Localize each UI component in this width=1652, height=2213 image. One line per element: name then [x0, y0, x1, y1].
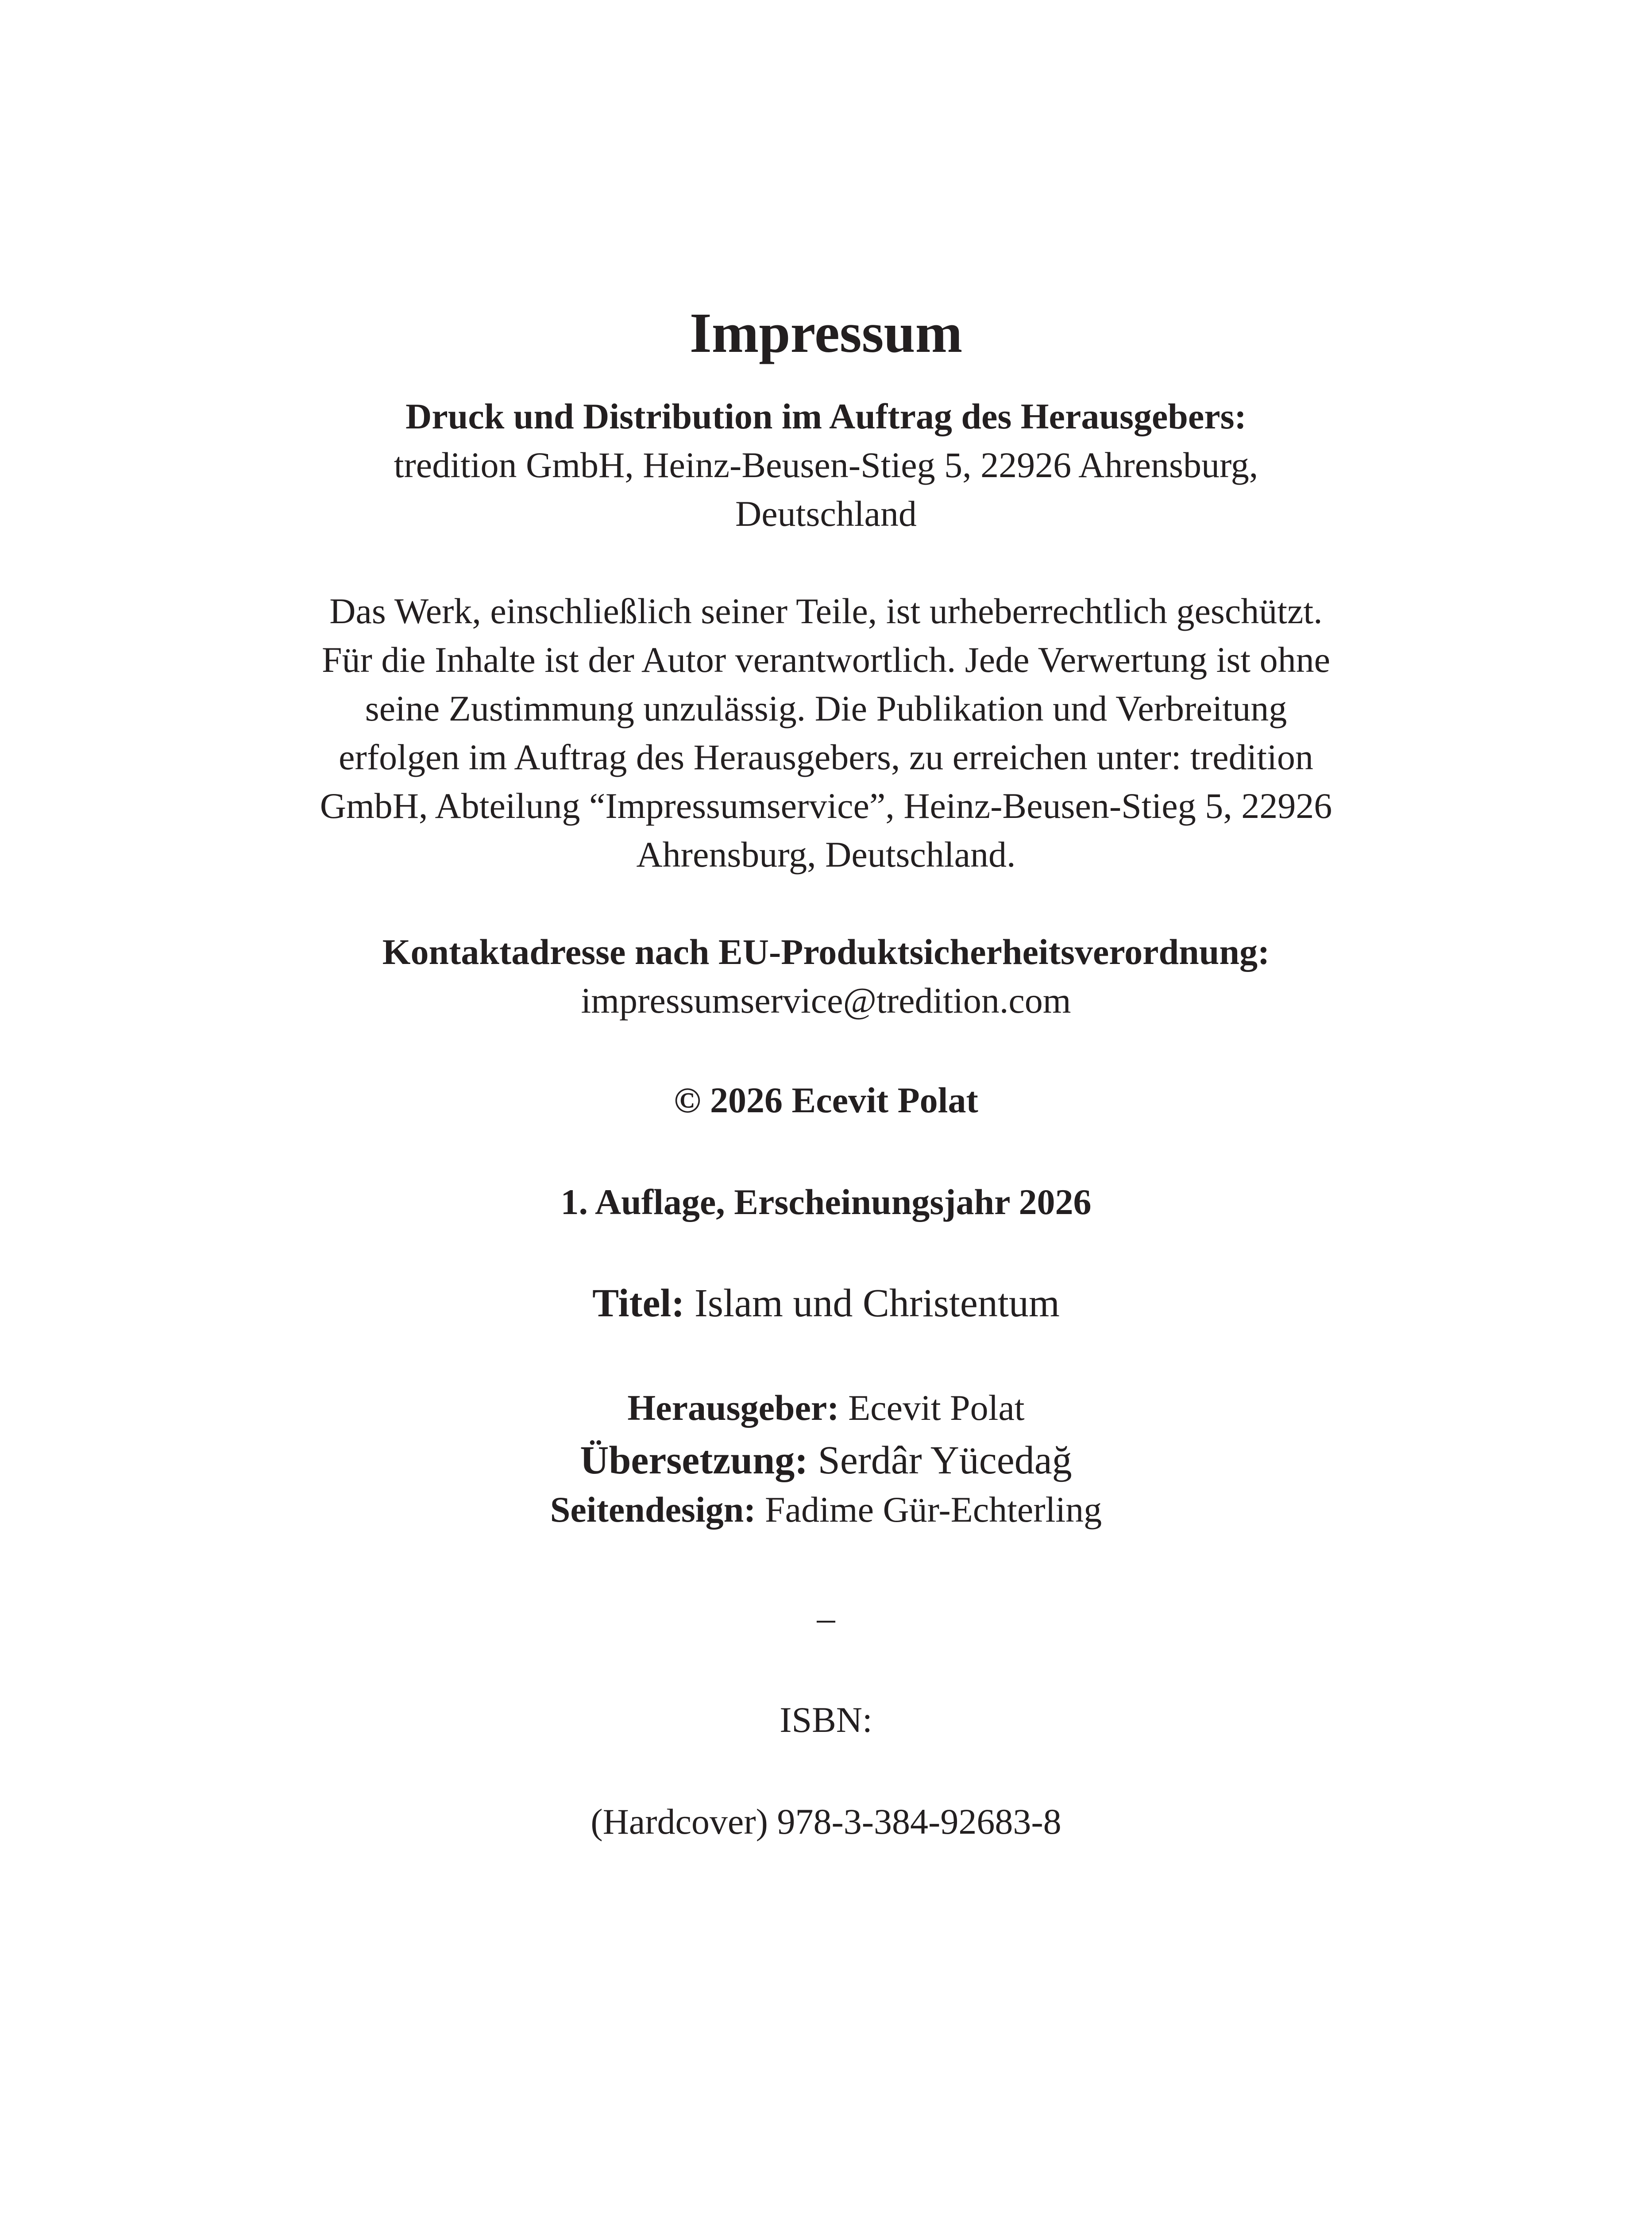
copyright-notice: © 2026 Ecevit Polat: [674, 1080, 978, 1120]
contact-email: impressumservice@tredition.com: [581, 980, 1071, 1021]
title-label: Titel:: [592, 1281, 685, 1325]
publisher-row: [0, 1390, 1652, 1426]
edition-info: 1. Auflage, Erscheinungsjahr 2026: [560, 1182, 1092, 1222]
print-address-line-1: tredition GmbH, Heinz-Beusen-Stieg 5, 22926 Ahrensburg,: [394, 445, 1258, 485]
page-design-value: Fadime Gür-Echterling: [765, 1489, 1102, 1530]
publisher-label: Herausgeber:: [627, 1388, 839, 1428]
translation-value: Serdâr Yücedağ: [818, 1438, 1072, 1482]
translation-label: Übersetzung:: [580, 1438, 808, 1482]
page-title: Impressum: [689, 301, 963, 364]
book-title-row: [0, 1281, 1652, 1325]
copyright-paragraph-line: erfolgen im Auftrag des Herausgebers, zu erreichen unter: tredition: [339, 737, 1313, 777]
publisher-value: Ecevit Polat: [848, 1388, 1025, 1428]
print-heading: Druck und Distribution im Auftrag des Herausgebers:: [405, 396, 1247, 436]
isbn-hardcover: (Hardcover) 978-3-384-92683-8: [591, 1801, 1061, 1842]
copyright-paragraph-line: seine Zustimmung unzulässig. Die Publikation und Verbreitung: [365, 688, 1287, 729]
page-design-row: [0, 1489, 1652, 1530]
copyright-paragraph-line: Ahrensburg, Deutschland.: [636, 834, 1016, 875]
isbn-label: ISBN:: [780, 1700, 872, 1740]
page-design-label: Seitendesign:: [550, 1489, 756, 1530]
copyright-paragraph-line: GmbH, Abteilung “Impressumservice”, Heinz-Beusen-Stieg 5, 22926: [320, 786, 1332, 826]
contact-heading: Kontaktadresse nach EU-Produktsicherheitsverordnung:: [382, 932, 1270, 972]
print-address-line-2: Deutschland: [735, 493, 917, 534]
translation-row: [0, 1438, 1652, 1482]
title-value: Islam und Christentum: [694, 1281, 1060, 1325]
copyright-paragraph-line: Das Werk, einschließlich seiner Teile, ist urheberrechtlich geschützt.: [329, 591, 1323, 631]
copyright-paragraph-line: Für die Inhalte ist der Autor verantwortlich. Jede Verwertung ist ohne: [322, 640, 1330, 680]
separator-dash: –: [817, 1598, 835, 1638]
